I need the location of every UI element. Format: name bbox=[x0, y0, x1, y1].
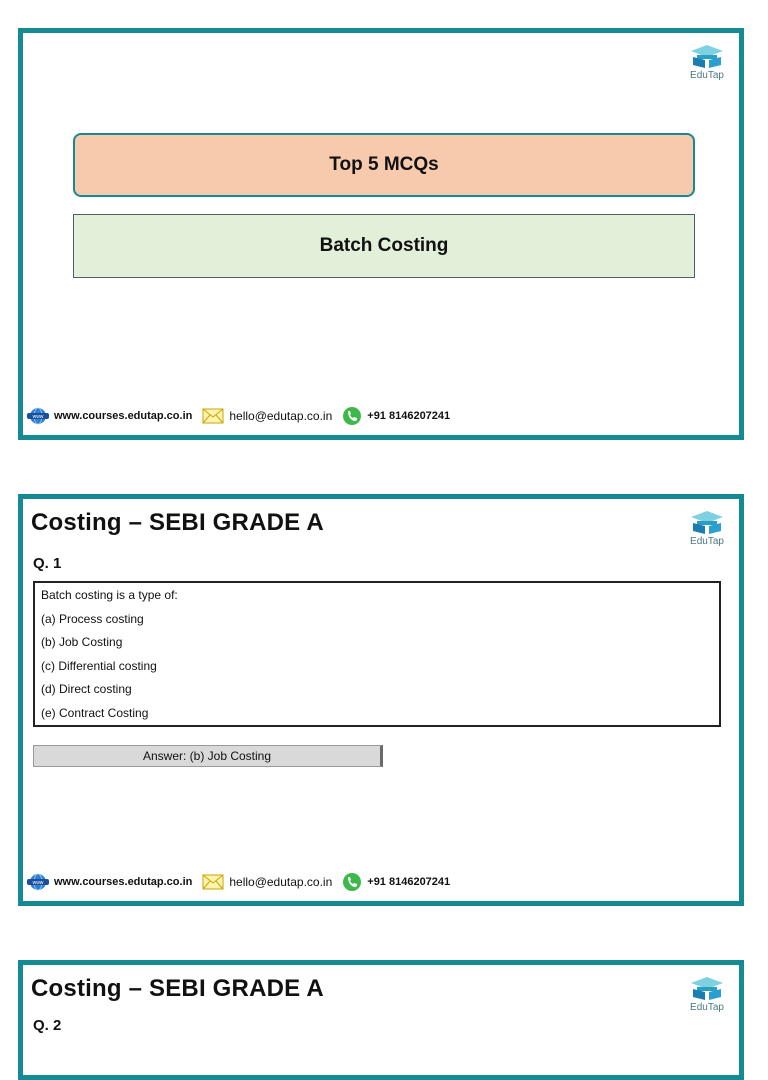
edutap-logo bbox=[683, 43, 731, 81]
top-mcqs-banner: Top 5 MCQs bbox=[73, 133, 695, 197]
phone-icon bbox=[342, 406, 362, 426]
website-link[interactable] bbox=[27, 873, 192, 891]
phone-text: +91 8146207241 bbox=[367, 410, 451, 422]
slide-3 bbox=[18, 960, 744, 1080]
phone-icon bbox=[342, 872, 362, 892]
phone-text: +91 8146207241 bbox=[367, 876, 451, 888]
option-e: (e) Contract Costing bbox=[41, 705, 149, 720]
question-box bbox=[33, 581, 721, 727]
graduation-cap-icon bbox=[689, 509, 725, 535]
logo-text: EduTap bbox=[690, 536, 724, 547]
phone-link[interactable] bbox=[342, 406, 450, 426]
email-link[interactable] bbox=[202, 408, 332, 424]
email-text: hello@edutap.co.in bbox=[229, 409, 333, 423]
contact-footer bbox=[27, 405, 460, 427]
graduation-cap-icon bbox=[689, 43, 725, 69]
envelope-icon bbox=[202, 874, 224, 890]
svg-text:www: www bbox=[32, 880, 44, 886]
website-text: www.courses.edutap.co.in bbox=[54, 410, 193, 422]
edutap-logo bbox=[683, 975, 731, 1013]
option-b: (b) Job Costing bbox=[41, 635, 123, 649]
answer-reveal-button[interactable]: Answer: (b) Job Costing bbox=[33, 745, 383, 767]
question-number: Q. 2 bbox=[33, 1017, 62, 1034]
question-number: Q. 1 bbox=[33, 555, 62, 572]
email-link[interactable] bbox=[202, 874, 332, 890]
envelope-icon bbox=[202, 408, 224, 424]
logo-text: EduTap bbox=[690, 1002, 724, 1013]
option-d: (d) Direct costing bbox=[41, 682, 132, 696]
website-link[interactable] bbox=[27, 407, 192, 425]
website-text: www.courses.edutap.co.in bbox=[54, 876, 193, 888]
option-a: (a) Process costing bbox=[41, 611, 144, 626]
email-text: hello@edutap.co.in bbox=[229, 875, 333, 889]
graduation-cap-icon bbox=[689, 975, 725, 1001]
edutap-logo bbox=[683, 509, 731, 547]
topic-banner: Batch Costing bbox=[73, 214, 695, 278]
contact-footer bbox=[27, 871, 460, 893]
logo-text: EduTap bbox=[690, 70, 724, 81]
slide-title: Costing – SEBI GRADE A bbox=[31, 509, 324, 536]
slide-2 bbox=[18, 494, 744, 906]
option-c: (c) Differential costing bbox=[41, 658, 157, 673]
slide-title: Costing – SEBI GRADE A bbox=[31, 975, 324, 1002]
svg-text:www: www bbox=[32, 414, 44, 420]
globe-icon bbox=[27, 873, 49, 891]
globe-icon bbox=[27, 407, 49, 425]
phone-link[interactable] bbox=[342, 872, 450, 892]
question-text: Batch costing is a type of: bbox=[41, 588, 178, 602]
slide-1 bbox=[18, 28, 744, 440]
